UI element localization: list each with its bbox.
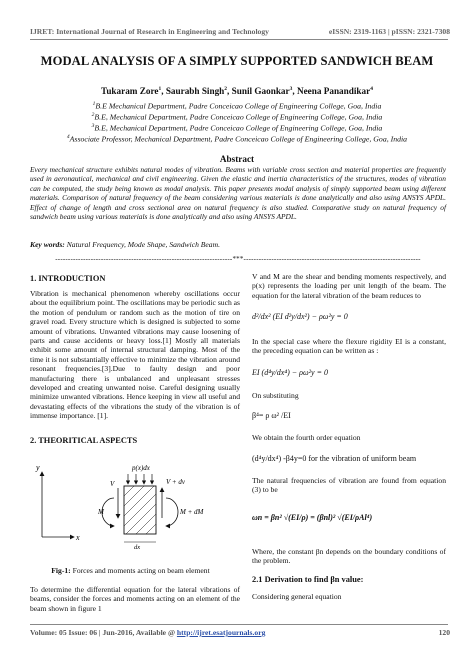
right-paragraph-1: V and M are the shear and bending moments respectively, and p(x) represents the loading per unit length of the beam. The equation for the lateral vibration of the beam reduces to [252,272,446,300]
header-rule [30,39,448,40]
issn: eISSN: 2319-1163 | pISSN: 2321-7308 [328,27,450,36]
author-name: Neena Panandikar [296,86,371,97]
intro-text: Vibration is mechanical phenomenon whereby oscillations occur about the equilibrium point. The oscillations may be periodic such as the motion of pendulum or random such as the motion of tire on gravel road. Every structure which is designed is subjected to some amount of vibrations. Unwanted vibrations may cause loosening of parts and cause accidents or heavy loss.[1] Mostly all materials exhibit some amount of internal structural damping. Most of the time it is not substantially effective to minimize the vibration around resonant frequencies.[3].Due to faulty design and poor manufacturing there is unbalanced and unpleasant stresses developed and creating unwanted noise. Careful designing usually minimize unwanted vibrations. Hence keeping in view all useful and devastating effects of the vibrations the study of the vibration is of immense importance. [1]. [30,289,240,421]
right-paragraph-4: We obtain the fourth order equation [252,433,361,442]
affiliation: $^2$B.E, Mechanical Department, Padre Conceicao College of Engineering College, Goa, India [91,112,383,122]
right-paragraph-7: Considering general equation [252,592,342,601]
equation-2: EI (d⁴y/dx⁴) − ρω²y = 0 [252,368,328,377]
right-paragraph-2: In the special case where the flexure rigidity EI is a constant, the preceding equation can be written as : [252,337,446,356]
figure-label: Fig-1: [51,566,71,575]
section-separator: ----------------------------------------------------------------------***---------------------------------------------------------------------- [55,255,421,263]
load-label: p(x)dx [132,464,150,472]
affiliation: $^1$B.E Mechanical Department, Padre Conceicao College of Engineering College, Goa, India [92,101,382,111]
right-paragraph-3: On substituting [252,391,299,400]
abstract-heading: Abstract [219,154,255,164]
moment-left-label: M [98,508,104,516]
equation-5: ωn = βn² √(EI/ρ) = (βnl)² √(EI/ρAl⁴) [252,513,373,522]
intro-heading: 1. INTRODUCTION [30,274,106,283]
dx-label: dx [134,544,141,550]
author-list: Tukaram Zore$^1$, Saurabh Singh$^2$, Sunil Gaonkar$^3$, Neena Panandikar$^4$ [101,86,373,97]
affiliation: $^4$Associate Professor, Mechanical Department, Padre Conceicao College of Engineering College, Goa, India [66,134,408,144]
equation-1: d²/dx² (EI d²y/dx²) − ρω²y = 0 [252,312,348,321]
footer-rule [30,624,448,625]
beam-element-figure [28,462,233,550]
derivation-heading: 2.1 Derivation to find βn value: [252,575,364,584]
right-paragraph-6: Where, the constant βn depends on the boundary conditions of the problem. [252,547,446,566]
running-footer [30,628,450,637]
author-name: Saurabh Singh [165,86,225,97]
theory-heading: 2. THEORITICAL ASPECTS [30,436,138,445]
keywords-label: Key words: [30,240,65,249]
right-paragraph-5: The natural frequencies of vibration are found from equation (3) to be [252,476,446,495]
figure-followup-text: To determine the differential equation for the lateral vibrations of beams, consider the forces and moments acting on an element of the beam shown in figure 1 [30,585,240,613]
moment-right-label: M + dM [180,508,204,516]
running-header [30,27,450,36]
journal-name: IJRET: International Journal of Research in Engineering and Technology [30,27,269,36]
y-axis-label: y [36,463,40,472]
author-name: Tukaram Zore [101,86,159,97]
x-axis-label: x [76,533,80,542]
moment-right-arrow [166,498,178,526]
footer-volume: Volume: 05 Issue: 06 | Jun-2016, Available @ [30,628,176,637]
distributed-load-arrows [128,474,152,484]
figure-caption-text: Forces and moments acting on beam element [72,566,210,575]
author-name: Sunil Gaonkar [231,86,290,97]
equation-3: β⁴= ρ ω² /EI [252,411,291,420]
shear-left-label: V [110,480,115,488]
keywords [30,240,446,249]
paper-title: MODAL ANALYSIS OF A SIMPLY SUPPORTED SANDWICH BEAM [40,54,434,68]
keywords-text: Natural Frequency, Mode Shape, Sandwich Beam. [66,240,220,249]
shear-right-label: V + dv [166,478,185,486]
abstract-text: Every mechanical structure exhibits natural modes of vibration. Beams with variable cross section and material properties are frequently used in aeronautical, mechanical and civil engineering. Given the elastic and inertia characteristics of the structures, modes of vibration can be computed, the study being known as modal analysis. This paper presents modal analysis of simply supported beam using different materials. Comparison of natural frequency of the beam considering various materials is done analytically and also using ANSYS APDL. Effect of change of length and cross sectional area on natural frequency is also studied. Comparative study on natural frequency of sandwich beam using various materials is done analytically and also using ANSYS APDL. [30,165,446,222]
page-number: 120 [438,628,450,637]
figure-caption [28,566,233,575]
equation-4: (d⁴y/dx⁴) -β4y=0 for the vibration of uniform beam [252,454,417,463]
journal-link[interactable]: http://ijret.esatjournals.org [176,628,266,637]
affiliation: $^3$B.E, Mechanical Department, Padre Conceicao College of Engineering College, Goa, India [91,123,383,133]
